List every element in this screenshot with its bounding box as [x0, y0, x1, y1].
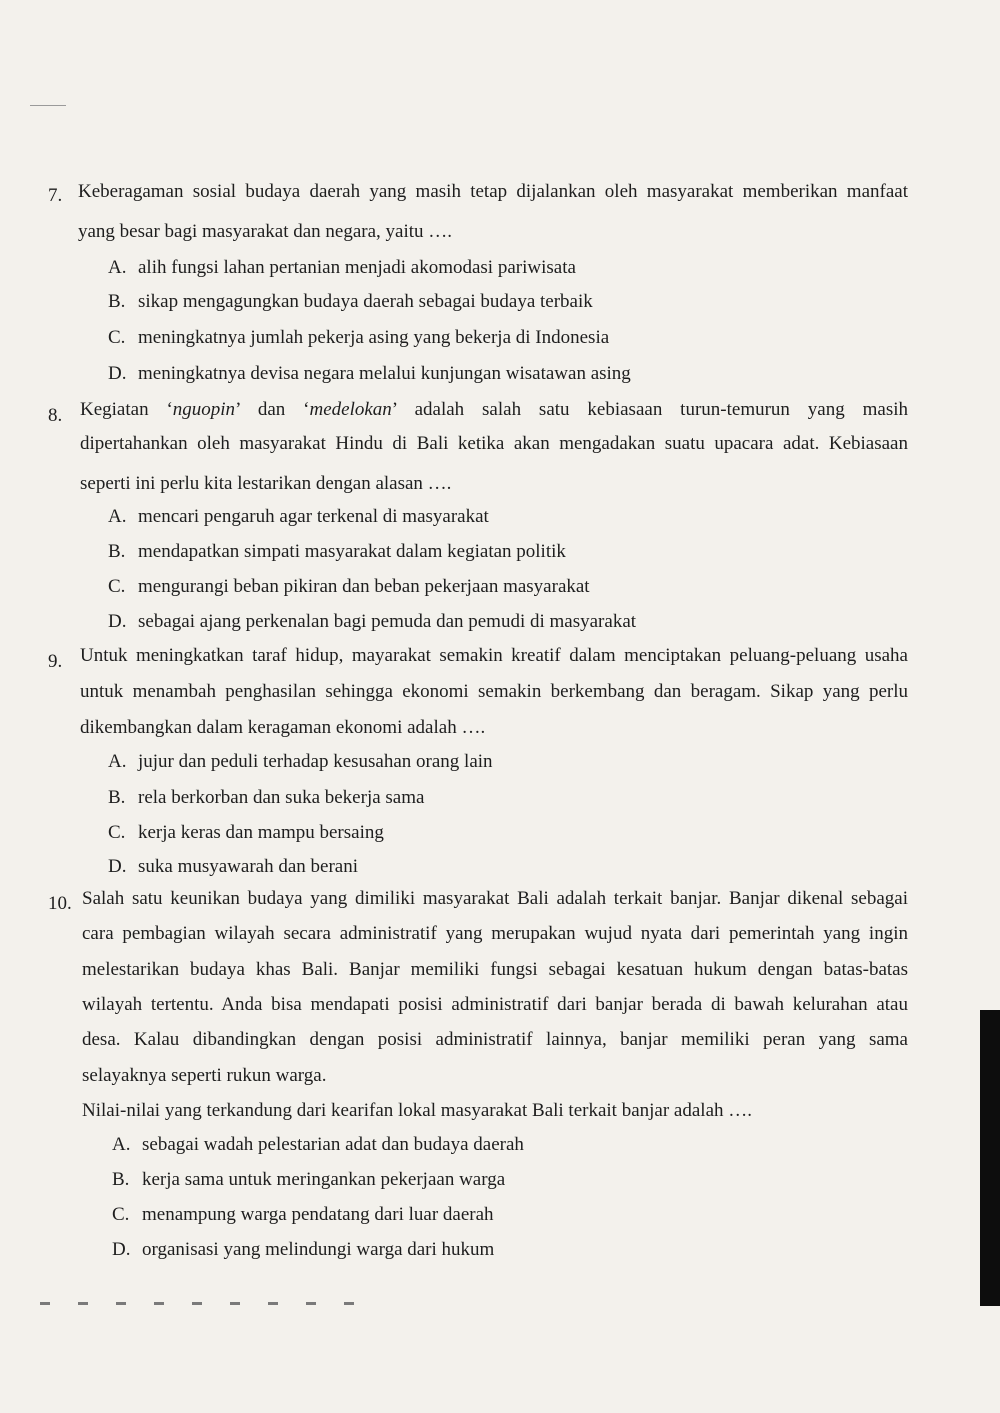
- question-8-option-d: [108, 610, 636, 634]
- question-8-option-a: [108, 505, 489, 529]
- scan-mark-bottom: [40, 1302, 380, 1305]
- question-10-stem-line-6: selayaknya seperti rukun warga.: [82, 1065, 327, 1086]
- question-7-option-c: [108, 326, 609, 350]
- option-letter: B.: [108, 787, 126, 808]
- question-9-option-d: [108, 855, 358, 879]
- option-text: sebagai wadah pelestarian adat dan budaya daerah: [142, 1134, 524, 1155]
- option-text: meningkatnya jumlah pekerja asing yang bekerja di Indonesia: [138, 327, 610, 348]
- question-7-option-d: [108, 362, 631, 386]
- question-7-number: 7.: [48, 185, 63, 206]
- question-10-prompt: Nilai-nilai yang terkandung dari kearifan lokal masyarakat Bali terkait banjar adalah ….: [82, 1100, 753, 1121]
- question-10-stem-line-3: melestarikan budaya khas Bali. Banjar memiliki fungsi sebagai kesatuan hukum dengan batas-batas: [82, 959, 908, 980]
- option-text: mendapatkan simpati masyarakat dalam kegiatan politik: [138, 541, 566, 562]
- question-8-stem-line-3: seperti ini perlu kita lestarikan dengan alasan ….: [80, 473, 452, 494]
- question-10-number: 10.: [48, 893, 72, 914]
- option-text: suka musyawarah dan berani: [138, 856, 359, 877]
- option-text: sikap mengagungkan budaya daerah sebagai budaya terbaik: [138, 291, 593, 312]
- term-medelokan: medelokan: [309, 399, 392, 420]
- option-letter: C.: [108, 327, 126, 348]
- scan-mark-top: [30, 105, 66, 106]
- option-letter: A.: [108, 751, 127, 772]
- option-letter: B.: [108, 291, 126, 312]
- option-letter: B.: [112, 1169, 130, 1190]
- term-nguopin: nguopin: [172, 399, 236, 420]
- option-letter: C.: [108, 576, 126, 597]
- question-10-option-a: [112, 1133, 524, 1157]
- stem-text: Kegiatan ‘: [80, 399, 173, 420]
- question-7-option-a: [108, 256, 576, 280]
- option-text: sebagai ajang perkenalan bagi pemuda dan pemudi di masyarakat: [138, 611, 637, 632]
- question-8-option-b: [108, 540, 566, 564]
- option-text: alih fungsi lahan pertanian menjadi akomodasi pariwisata: [138, 257, 576, 278]
- question-9-option-b: [108, 786, 424, 810]
- option-text: organisasi yang melindungi warga dari hukum: [142, 1239, 495, 1260]
- question-8-stem-line-1: [80, 398, 908, 422]
- option-text: meningkatnya devisa negara melalui kunjungan wisatawan asing: [138, 363, 631, 384]
- option-text: kerja sama untuk meringankan pekerjaan warga: [142, 1169, 506, 1190]
- option-letter: D.: [108, 856, 127, 877]
- question-8-stem-line-2: dipertahankan oleh masyarakat Hindu di Bali ketika akan mengadakan suatu upacara adat. Kebiasaan: [80, 433, 908, 454]
- option-letter: D.: [112, 1239, 131, 1260]
- option-letter: C.: [112, 1204, 130, 1225]
- question-10-stem-line-4: wilayah tertentu. Anda bisa mendapati posisi administratif dari banjar berada di bawah kelurahan atau: [82, 994, 908, 1015]
- question-10-stem-line-5: desa. Kalau dibandingkan dengan posisi administratif lainnya, banjar memiliki peran yang sama: [82, 1029, 908, 1050]
- option-letter: D.: [108, 363, 127, 384]
- question-7-stem-line-1: Keberagaman sosial budaya daerah yang masih tetap dijalankan oleh masyarakat memberikan manfaat: [78, 181, 908, 202]
- option-text: mengurangi beban pikiran dan beban pekerjaan masyarakat: [138, 576, 590, 597]
- option-letter: B.: [108, 541, 126, 562]
- question-7-option-b: [108, 290, 593, 314]
- question-9-option-a: [108, 750, 493, 774]
- scan-edge-bar: [980, 1010, 1000, 1306]
- question-10-option-b: [112, 1168, 505, 1192]
- question-10-stem-line-2: cara pembagian wilayah secara administratif yang merupakan wujud nyata dari pemerintah yang ingin: [82, 923, 908, 944]
- stem-text: ’ adalah salah satu kebiasaan turun-temurun yang masih: [391, 399, 908, 420]
- option-text: mencari pengaruh agar terkenal di masyarakat: [138, 506, 489, 527]
- question-9-stem-line-1: Untuk meningkatkan taraf hidup, mayarakat semakin kreatif dalam menciptakan peluang-peluang usaha: [80, 645, 908, 666]
- question-8-option-c: [108, 575, 590, 599]
- option-letter: A.: [112, 1134, 131, 1155]
- question-9-stem-line-2: untuk menambah penghasilan sehingga ekonomi semakin berkembang dan beragam. Sikap yang perlu: [80, 681, 908, 702]
- option-letter: D.: [108, 611, 127, 632]
- option-letter: C.: [108, 822, 126, 843]
- question-8-number: 8.: [48, 405, 63, 426]
- question-10-option-c: [112, 1203, 494, 1227]
- option-text: jujur dan peduli terhadap kesusahan orang lain: [138, 751, 493, 772]
- stem-text: ’ dan ‘: [235, 399, 310, 420]
- question-7-stem-line-2: yang besar bagi masyarakat dan negara, yaitu ….: [78, 221, 453, 242]
- question-9-number: 9.: [48, 651, 63, 672]
- option-text: rela berkorban dan suka bekerja sama: [138, 787, 425, 808]
- option-text: kerja keras dan mampu bersaing: [138, 822, 384, 843]
- option-letter: A.: [108, 506, 127, 527]
- question-10-stem-line-1: Salah satu keunikan budaya yang dimiliki masyarakat Bali adalah terkait banjar. Banjar dikenal sebagai: [82, 888, 908, 909]
- question-9-stem-line-3: dikembangkan dalam keragaman ekonomi adalah ….: [80, 717, 486, 738]
- option-letter: A.: [108, 257, 127, 278]
- option-text: menampung warga pendatang dari luar daerah: [142, 1204, 494, 1225]
- question-9-option-c: [108, 821, 384, 845]
- question-10-option-d: [112, 1238, 494, 1262]
